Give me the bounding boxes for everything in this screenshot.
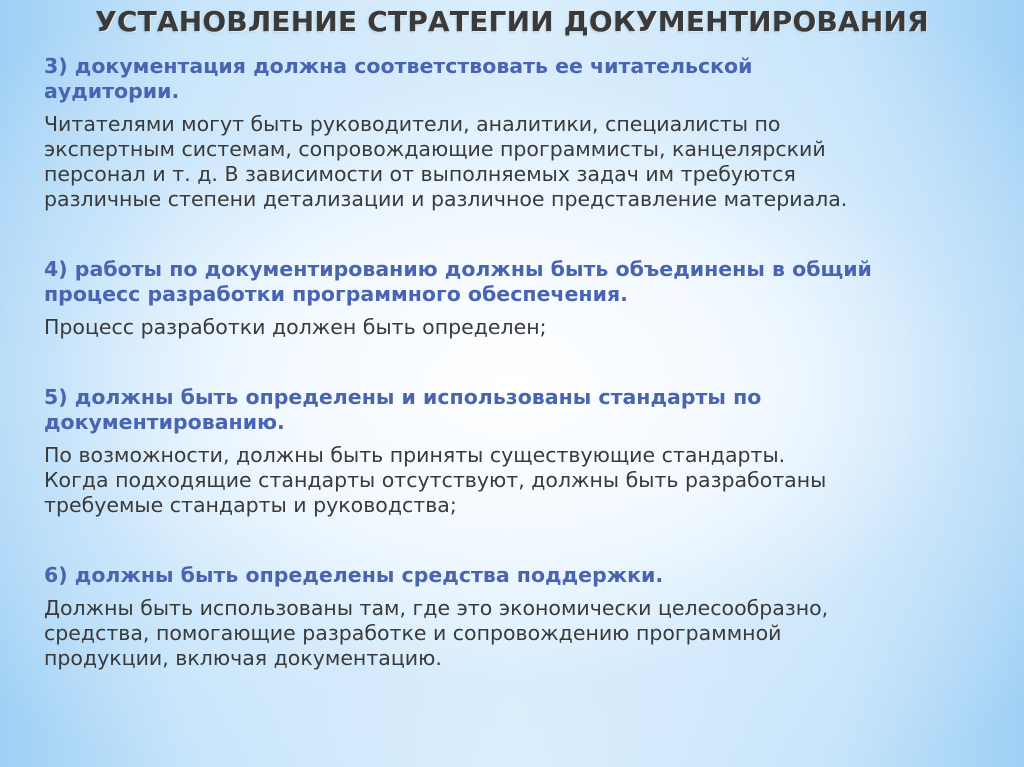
heading-line: аудитории.: [44, 79, 180, 103]
body-line: средства, помогающие разработке и сопровождению программной: [44, 621, 782, 645]
heading-line: 6) должны быть определены средства поддержки.: [44, 563, 664, 587]
heading-line: процесс разработки программного обеспечения.: [44, 282, 628, 306]
section-heading: [44, 385, 994, 435]
body-line: Читателями могут быть руководители, аналитики, специалисты по: [44, 112, 781, 136]
heading-line: 4) работы по документированию должны быть объединены в общий: [44, 257, 872, 281]
section-body: [44, 315, 994, 340]
section-body: [44, 112, 994, 212]
section-heading: [44, 257, 994, 307]
body-line: персонал и т. д. В зависимости от выполняемых задач им требуются: [44, 162, 796, 186]
body-line: экспертным системам, сопровождающие программисты, канцелярский: [44, 137, 826, 161]
section-6-tools: [44, 563, 994, 671]
body-line: продукции, включая документацию.: [44, 646, 442, 670]
section-5-standards: [44, 385, 994, 518]
body-line: Процесс разработки должен быть определен;: [44, 315, 547, 339]
section-body: [44, 596, 994, 671]
slide-content: [44, 54, 994, 671]
slide-title: УСТАНОВЛЕНИЕ СТРАТЕГИИ ДОКУМЕНТИРОВАНИЯ: [95, 5, 929, 38]
body-line: различные степени детализации и различное представление материала.: [44, 187, 848, 211]
body-line: Должны быть использованы там, где это экономически целесообразно,: [44, 596, 829, 620]
section-body: [44, 443, 994, 518]
heading-line: 5) должны быть определены и использованы стандарты по: [44, 385, 762, 409]
section-heading: [44, 563, 994, 588]
section-heading: [44, 54, 994, 104]
section-4-process: [44, 257, 994, 340]
section-3-audience: [44, 54, 994, 212]
body-line: По возможности, должны быть приняты существующие стандарты.: [44, 443, 786, 467]
body-line: требуемые стандарты и руководства;: [44, 493, 457, 517]
heading-line: 3) документация должна соответствовать ее читательской: [44, 54, 753, 78]
heading-line: документированию.: [44, 410, 285, 434]
body-line: Когда подходящие стандарты отсутствуют, должны быть разработаны: [44, 468, 827, 492]
